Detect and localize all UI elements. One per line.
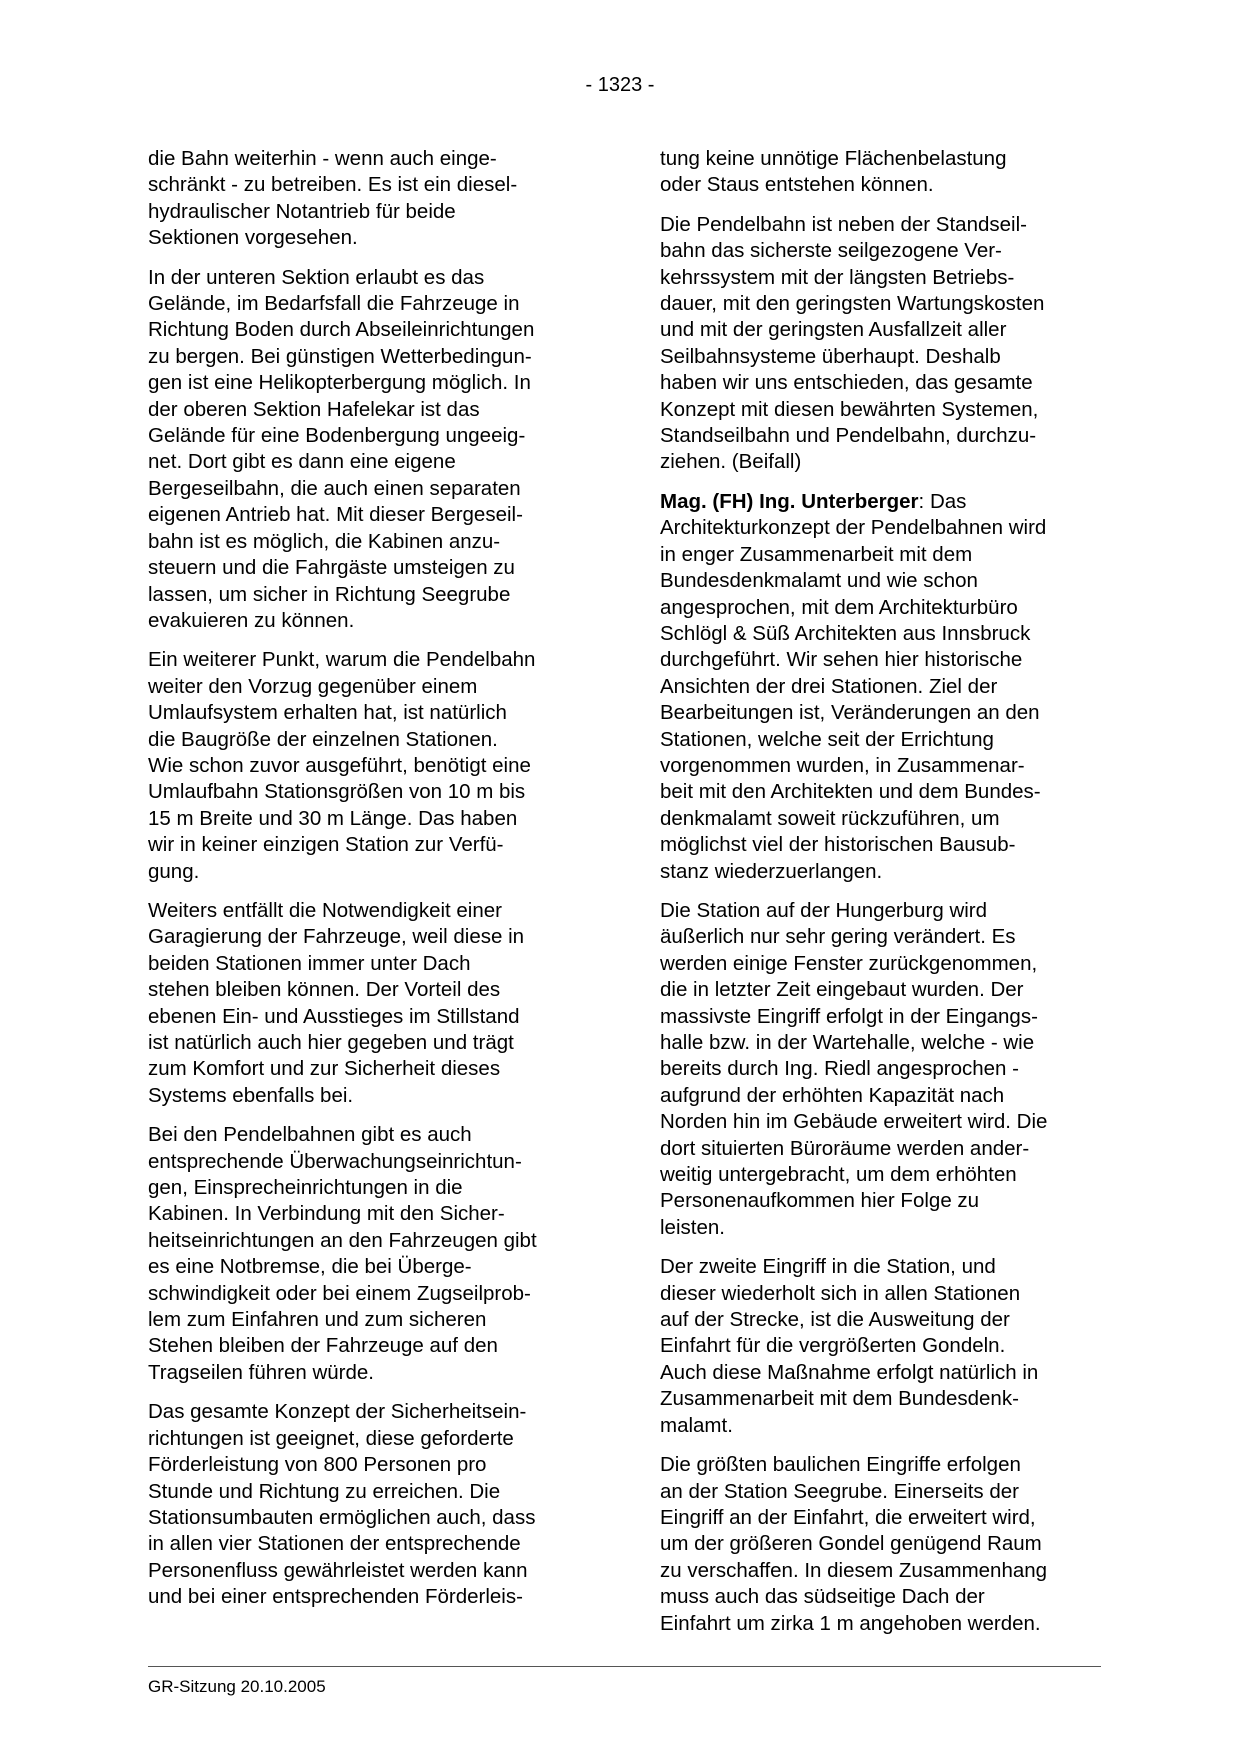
text-line: schwindigkeit oder bei einem Zugseilprob- (148, 1281, 531, 1305)
text-line: durchgeführt. Wir sehen hier historische (660, 648, 1023, 672)
text-line: Kabinen. In Verbindung mit den Sicher- (148, 1202, 505, 1226)
text-line: weitig untergebracht, um dem erhöhten (660, 1163, 1017, 1187)
text-line: lem zum Einfahren und zum sicheren (148, 1308, 487, 1332)
text-line: dort situierten Büroräume werden ander- (660, 1136, 1030, 1160)
text-line: zu bergen. Bei günstigen Wetterbedingun- (148, 344, 532, 368)
text-line: der oberen Sektion Hafelekar ist das (148, 397, 480, 421)
text-line: richtungen ist geeignet, diese geforderte (148, 1426, 514, 1450)
text-line: bereits durch Ing. Riedl angesprochen - (660, 1057, 1019, 1081)
text-line: massivste Eingriff erfolgt in der Eingangs- (660, 1004, 1038, 1028)
text-line: Die größten baulichen Eingriffe erfolgen (660, 1453, 1021, 1477)
text-line: und mit der geringsten Ausfallzeit aller (660, 318, 1007, 342)
speaker-paragraph (660, 489, 1100, 885)
paragraph (660, 1254, 1100, 1439)
paragraph (660, 898, 1100, 1241)
text-line: stanz wiederzuerlangen. (660, 859, 883, 883)
text-line: an der Station Seegrube. Einerseits der (660, 1479, 1019, 1503)
text-line: evakuieren zu können. (148, 608, 355, 632)
text-line: Ansichten der drei Stationen. Ziel der (660, 674, 998, 698)
text-line: dauer, mit den geringsten Wartungskosten (660, 292, 1045, 316)
text-line: Die Station auf der Hungerburg wird (660, 898, 988, 922)
text-line: lassen, um sicher in Richtung Seegrube (148, 582, 511, 606)
text-line: In der unteren Sektion erlaubt es das (148, 265, 485, 289)
text-line: Stationsumbauten ermöglichen auch, dass (148, 1505, 536, 1529)
text-line: äußerlich nur sehr gering verändert. Es (660, 925, 1016, 949)
text-line: Standseilbahn und Pendelbahn, durchzu- (660, 424, 1037, 448)
text-line: und bei einer entsprechenden Förderleis- (148, 1585, 523, 1609)
text-line: bahn ist es möglich, die Kabinen anzu- (148, 529, 501, 553)
text-line: ziehen. (Beifall) (660, 450, 802, 474)
text-line: Einfahrt für die vergrößerten Gondeln. (660, 1334, 1006, 1358)
text-line: Wie schon zuvor ausgeführt, benötigt eine (148, 753, 531, 777)
text-line: Schlögl & Süß Architekten aus Innsbruck (660, 621, 1031, 645)
text-line: angesprochen, mit dem Architekturbüro (660, 595, 1018, 619)
text-line: die in letzter Zeit eingebaut wurden. Der (660, 978, 1024, 1002)
text-line: die Baugröße der einzelnen Stationen. (148, 727, 498, 751)
text-line: Bundesdenkmalamt und wie schon (660, 569, 978, 593)
text-line: Auch diese Maßnahme erfolgt natürlich in (660, 1360, 1039, 1384)
text-line: aufgrund der erhöhten Kapazität nach (660, 1083, 1005, 1107)
text-line: net. Dort gibt es dann eine eigene (148, 450, 456, 474)
text-line: gen, Einsprecheinrichtungen in die (148, 1176, 463, 1200)
text-line: werden einige Fenster zurückgenommen, (660, 951, 1038, 975)
text-line: leisten. (660, 1215, 725, 1239)
text-line: zu verschaffen. In diesem Zusammenhang (660, 1558, 1048, 1582)
text-line: haben wir uns entschieden, das gesamte (660, 371, 1033, 395)
text-line: Gelände, im Bedarfsfall die Fahrzeuge in (148, 292, 520, 316)
speaker-name: Mag. (FH) Ing. Unterberger (660, 489, 919, 513)
text-line: vorgenommen wurden, in Zusammenar- (660, 753, 1025, 777)
text-line: 15 m Breite und 30 m Länge. Das haben (148, 806, 518, 830)
text-line: beit mit den Architekten und dem Bundes- (660, 780, 1041, 804)
text-line: Systems ebenfalls bei. (148, 1083, 354, 1107)
page-number: - 1323 - (585, 74, 655, 96)
footer-text: GR-Sitzung 20.10.2005 (148, 1677, 326, 1696)
text-line: Förderleistung von 800 Personen pro (148, 1453, 487, 1477)
text-line: Sektionen vorgesehen. (148, 226, 358, 250)
text-line (660, 489, 1100, 515)
paragraph (148, 146, 588, 252)
text-line: Das gesamte Konzept der Sicherheitsein- (148, 1400, 527, 1424)
text-line: schränkt - zu betreiben. Es ist ein diesel- (148, 173, 518, 197)
text-line: Seilbahnsysteme überhaupt. Deshalb (660, 344, 1001, 368)
text-line: gen ist eine Helikopterbergung möglich. In (148, 371, 531, 395)
text-line: dieser wiederholt sich in allen Stationen (660, 1281, 1021, 1305)
text-line: Personenaufkommen hier Folge zu (660, 1189, 980, 1213)
text-line: Norden hin im Gebäude erweitert wird. Die (660, 1110, 1048, 1134)
text-line: Garagierung der Fahrzeuge, weil diese in (148, 925, 525, 949)
text-line: Weiters entfällt die Notwendigkeit einer (148, 898, 502, 922)
text-line: beiden Stationen immer unter Dach (148, 951, 471, 975)
paragraph (148, 1122, 588, 1386)
text-line: steuern und die Fahrgäste umsteigen zu (148, 556, 515, 580)
left-column (148, 146, 588, 1624)
text-line: halle bzw. in der Wartehalle, welche - wie (660, 1031, 1035, 1054)
text-line: bahn das sicherste seilgezogene Ver- (660, 239, 1002, 263)
text-line: Eingriff an der Einfahrt, die erweitert wird, (660, 1505, 1036, 1529)
text-line: eigenen Antrieb hat. Mit dieser Bergeseil- (148, 503, 523, 527)
text-line: kehrssystem mit der längsten Betriebs- (660, 265, 1015, 289)
text-line: Stehen bleiben der Fahrzeuge auf den (148, 1334, 498, 1358)
text-line: Stunde und Richtung zu erreichen. Die (148, 1479, 501, 1503)
text-line: hydraulischer Notantrieb für beide (148, 199, 456, 223)
text-line: möglichst viel der historischen Bausub- (660, 833, 1016, 857)
paragraph (660, 1452, 1100, 1637)
text-line: ist natürlich auch hier gegeben und trägt (148, 1031, 514, 1054)
text-line: wir in keiner einzigen Station zur Verfü- (148, 833, 504, 857)
text-line: Architekturkonzept der Pendelbahnen wird (660, 516, 1047, 540)
paragraph (148, 1399, 588, 1610)
paragraph (148, 647, 588, 885)
text-line: Tragseilen führen würde. (148, 1360, 375, 1384)
text-line: Bei den Pendelbahnen gibt es auch (148, 1123, 472, 1147)
text-line: in enger Zusammenarbeit mit dem (660, 542, 973, 566)
text-line: Stationen, welche seit der Errichtung (660, 727, 994, 751)
text-line: Zusammenarbeit mit dem Bundesdenk- (660, 1387, 1019, 1411)
text-line: heitseinrichtungen an den Fahrzeugen gibt (148, 1228, 537, 1252)
text-line: Gelände für eine Bodenbergung ungeeig- (148, 424, 526, 448)
text-line: Bergeseilbahn, die auch einen separaten (148, 476, 521, 500)
text-line: denkmalamt soweit rückzuführen, um (660, 806, 1000, 830)
text-line: Umlaufsystem erhalten hat, ist natürlich (148, 701, 507, 725)
paragraph (660, 212, 1100, 476)
text-line: Personenfluss gewährleistet werden kann (148, 1558, 528, 1582)
paragraph (148, 898, 588, 1109)
text-line: Bearbeitungen ist, Veränderungen an den (660, 701, 1040, 725)
text-line: tung keine unnötige Flächenbelastung (660, 147, 1007, 170)
text-line: Ein weiterer Punkt, warum die Pendelbahn (148, 648, 536, 672)
text-line: um der größeren Gondel genügend Raum (660, 1532, 1042, 1556)
paragraph (148, 265, 588, 635)
text-line: Richtung Boden durch Abseileinrichtungen (148, 318, 535, 342)
text-line: Die Pendelbahn ist neben der Standseil- (660, 212, 1027, 236)
text-line: Umlaufbahn Stationsgrößen von 10 m bis (148, 780, 526, 804)
text-line: weiter den Vorzug gegenüber einem (148, 674, 478, 698)
text-line: gung. (148, 859, 200, 883)
text-line: oder Staus entstehen können. (660, 173, 934, 197)
text-line: malamt. (660, 1413, 733, 1437)
paragraph (660, 146, 1100, 199)
text-line: Einfahrt um zirka 1 m angehoben werden. (660, 1611, 1041, 1635)
footer-divider (148, 1666, 1101, 1667)
text-line: muss auch das südseitige Dach der (660, 1585, 985, 1609)
text-line: Konzept mit diesen bewährten Systemen, (660, 397, 1039, 421)
text-line: ebenen Ein- und Ausstieges im Stillstand (148, 1004, 520, 1028)
speaker-text: : Das (918, 489, 967, 513)
text-line: entsprechende Überwachungseinrichtun- (148, 1149, 522, 1173)
text-line: es eine Notbremse, die bei Überge- (148, 1255, 472, 1279)
text-line: zum Komfort und zur Sicherheit dieses (148, 1057, 501, 1081)
text-line: die Bahn weiterhin - wenn auch einge- (148, 147, 497, 170)
right-column (660, 146, 1100, 1650)
text-line: Der zweite Eingriff in die Station, und (660, 1255, 996, 1279)
text-line: stehen bleiben können. Der Vorteil des (148, 978, 501, 1002)
text-line: auf der Strecke, ist die Ausweitung der (660, 1308, 1010, 1332)
text-line: in allen vier Stationen der entsprechende (148, 1532, 521, 1556)
